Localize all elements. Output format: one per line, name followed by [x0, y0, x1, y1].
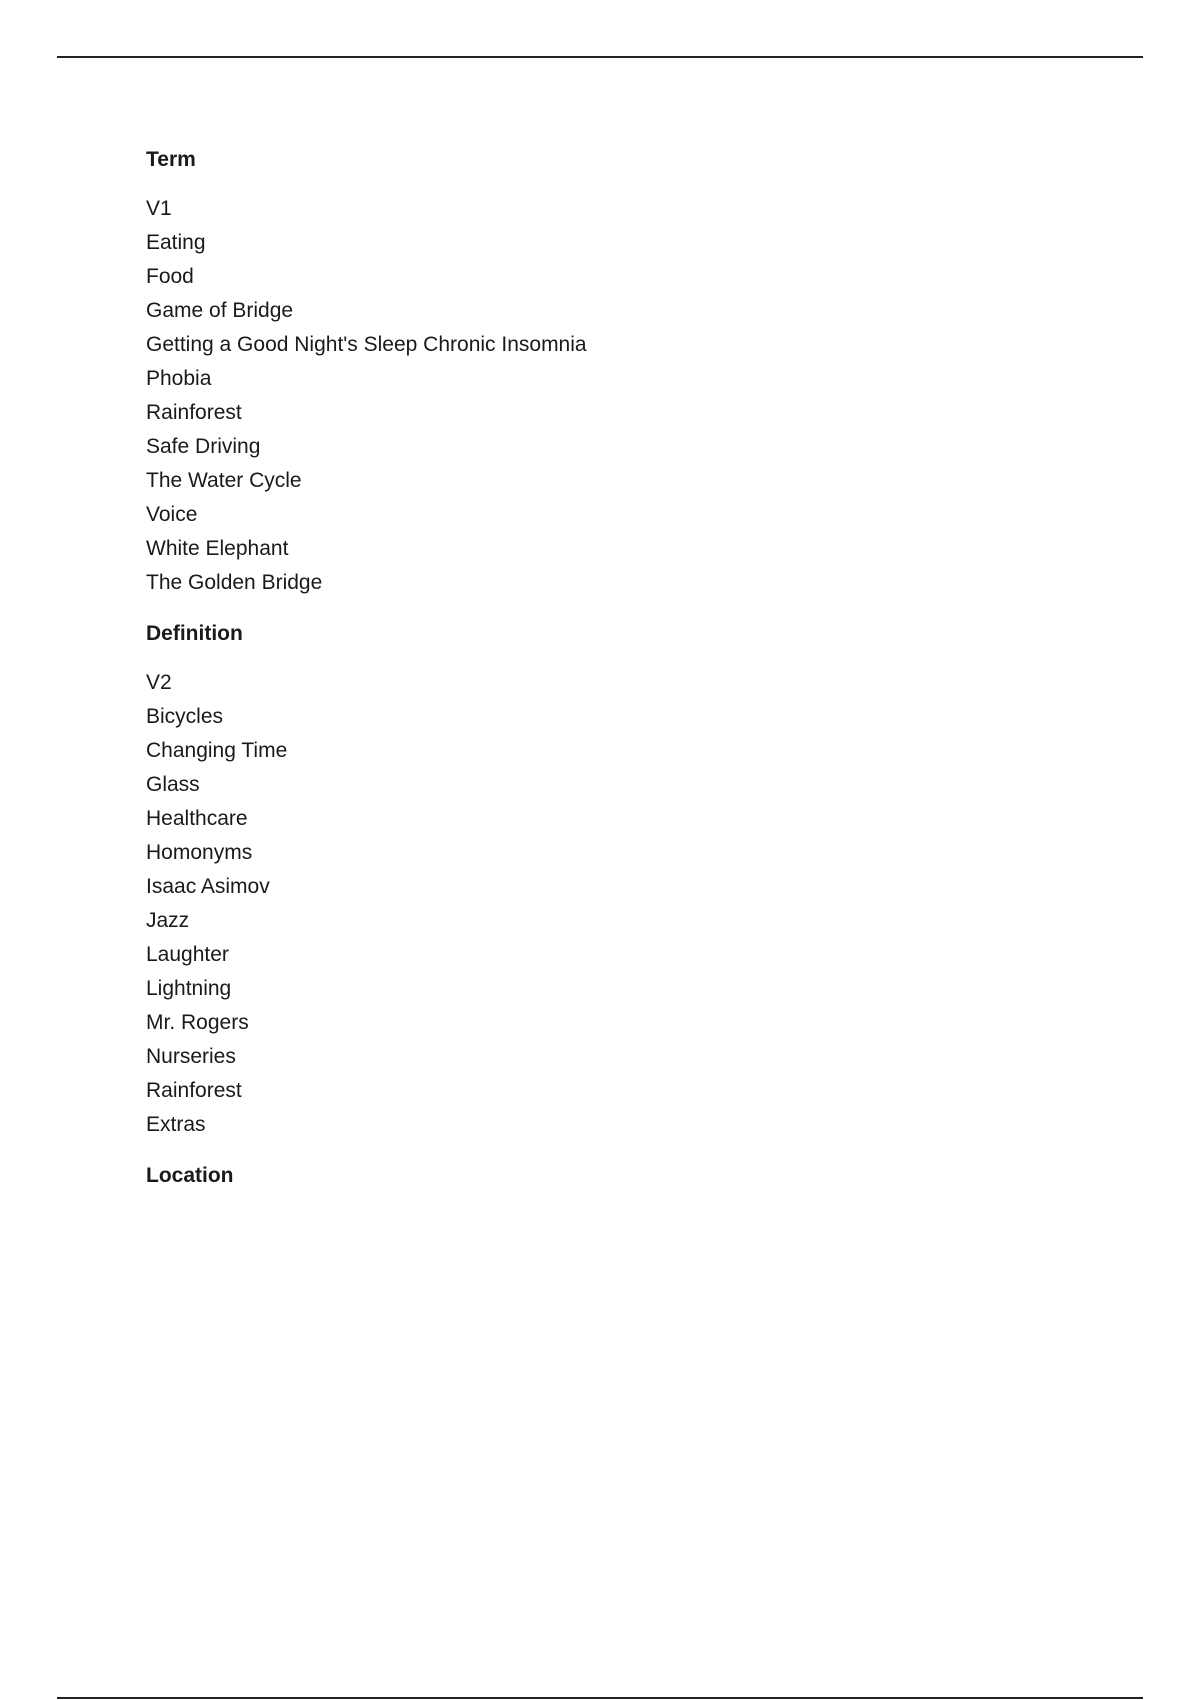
list-item: Rainforest: [146, 1079, 242, 1102]
section-heading: Location: [146, 1164, 234, 1187]
list-item: Lightning: [146, 977, 232, 1000]
list-item: Jazz: [146, 909, 190, 932]
list-item: The Golden Bridge: [146, 571, 323, 594]
list-item: Laughter: [146, 943, 229, 966]
list-item: Phobia: [146, 367, 212, 390]
list-item: Bicycles: [146, 705, 224, 728]
list-item: V2: [146, 671, 172, 694]
section-heading: Definition: [146, 622, 243, 645]
document-body: [146, 146, 1046, 1208]
list-item: Healthcare: [146, 807, 248, 830]
list-item: Homonyms: [146, 841, 253, 864]
list-item: Food: [146, 265, 194, 288]
section-heading: Term: [146, 148, 196, 171]
bottom-rule: [57, 1697, 1143, 1699]
list-item: Extras: [146, 1113, 206, 1136]
list-item: Eating: [146, 231, 206, 254]
list-item: Getting a Good Night's Sleep Chronic Insomnia: [146, 333, 587, 356]
list-item: White Elephant: [146, 537, 289, 560]
list-item: Safe Driving: [146, 435, 261, 458]
top-rule: [57, 56, 1143, 58]
list-item: Changing Time: [146, 739, 288, 762]
list-item: Rainforest: [146, 401, 242, 424]
section-list: [146, 192, 1046, 600]
list-item: Mr. Rogers: [146, 1011, 249, 1034]
list-item: Glass: [146, 773, 200, 796]
list-item: The Water Cycle: [146, 469, 302, 492]
list-item: Nurseries: [146, 1045, 236, 1068]
list-item: Isaac Asimov: [146, 875, 270, 898]
list-item: Voice: [146, 503, 198, 526]
list-item: V1: [146, 197, 172, 220]
list-item: Game of Bridge: [146, 299, 294, 322]
section-list: [146, 666, 1046, 1142]
